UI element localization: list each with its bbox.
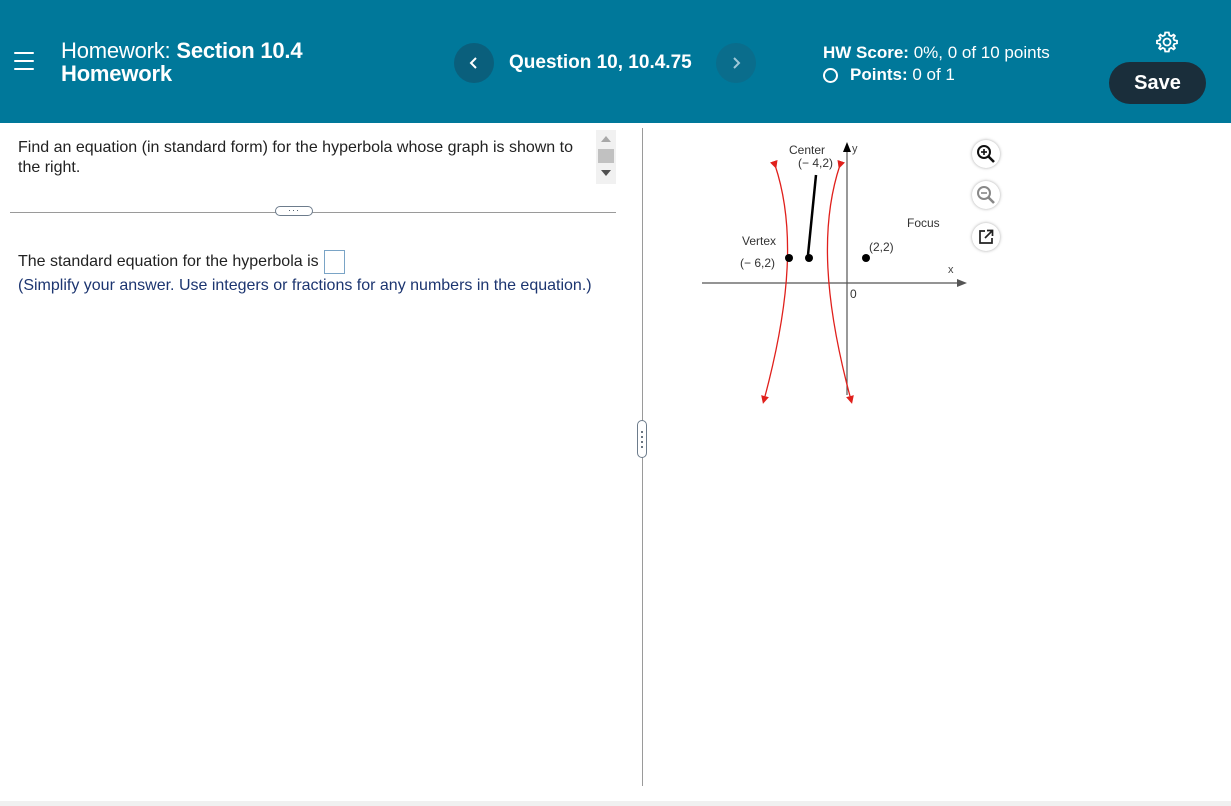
homework-title [61,39,302,85]
origin-label: 0 [850,287,857,301]
scroll-down-icon[interactable] [601,170,611,176]
zoom-in-button[interactable] [972,140,1000,168]
answer-hint: (Simplify your answer. Use integers or fractions for any numbers in the equation.) [18,277,592,294]
progress-circle-icon [823,68,838,83]
vertex-coords: (− 6,2) [740,256,776,270]
chevron-right-icon [730,56,742,70]
scroll-thumb[interactable] [598,149,614,163]
hw-score-label: HW Score: [823,43,909,62]
title-homework: Homework [61,61,172,86]
title-section: Section 10.4 [176,38,303,63]
pane-resize-handle[interactable] [637,420,647,458]
save-button[interactable]: Save [1109,62,1206,104]
zoom-out-button[interactable] [972,181,1000,209]
answer-input[interactable] [324,250,345,274]
next-question-button[interactable] [716,43,756,83]
previous-question-button[interactable] [454,43,494,83]
menu-icon[interactable] [14,52,34,70]
horizontal-divider [10,212,616,213]
points-label: Points: [850,65,908,84]
score-panel [823,42,1050,86]
divider-expand-handle[interactable]: ··· [275,206,313,216]
open-external-button[interactable] [972,223,1000,251]
focus-point [862,254,870,262]
x-axis-label: x [948,264,954,276]
question-prompt: Find an equation (in standard form) for the hyperbola whose graph is shown to the right. [18,139,573,176]
answer-prefix: The standard equation for the hyperbola is [18,253,319,270]
vertex-label: Vertex [742,234,777,248]
y-axis-label: y [852,143,858,155]
scroll-up-icon[interactable] [601,136,611,142]
chevron-left-icon [468,56,480,70]
gear-icon[interactable] [1155,30,1179,54]
bottom-border [0,801,1231,806]
question-title: Question 10, 10.4.75 [509,52,692,73]
answer-line [18,250,345,274]
title-prefix: Homework: [61,38,171,63]
center-leader-line [808,175,816,255]
hw-score-value: 0%, 0 of 10 points [913,43,1050,62]
center-coords: (− 4,2) [798,156,834,170]
focus-coords: (2,2) [869,240,894,254]
external-link-icon [977,228,995,246]
center-point [805,254,813,262]
hyperbola-graph [690,135,980,415]
question-scrollbar[interactable] [596,130,616,184]
focus-label: Focus [907,216,940,230]
zoom-out-icon [976,185,996,205]
center-label: Center [789,143,826,157]
top-header [0,0,1231,123]
vertex-point [785,254,793,262]
points-value: 0 of 1 [912,65,955,84]
zoom-in-icon [976,144,996,164]
